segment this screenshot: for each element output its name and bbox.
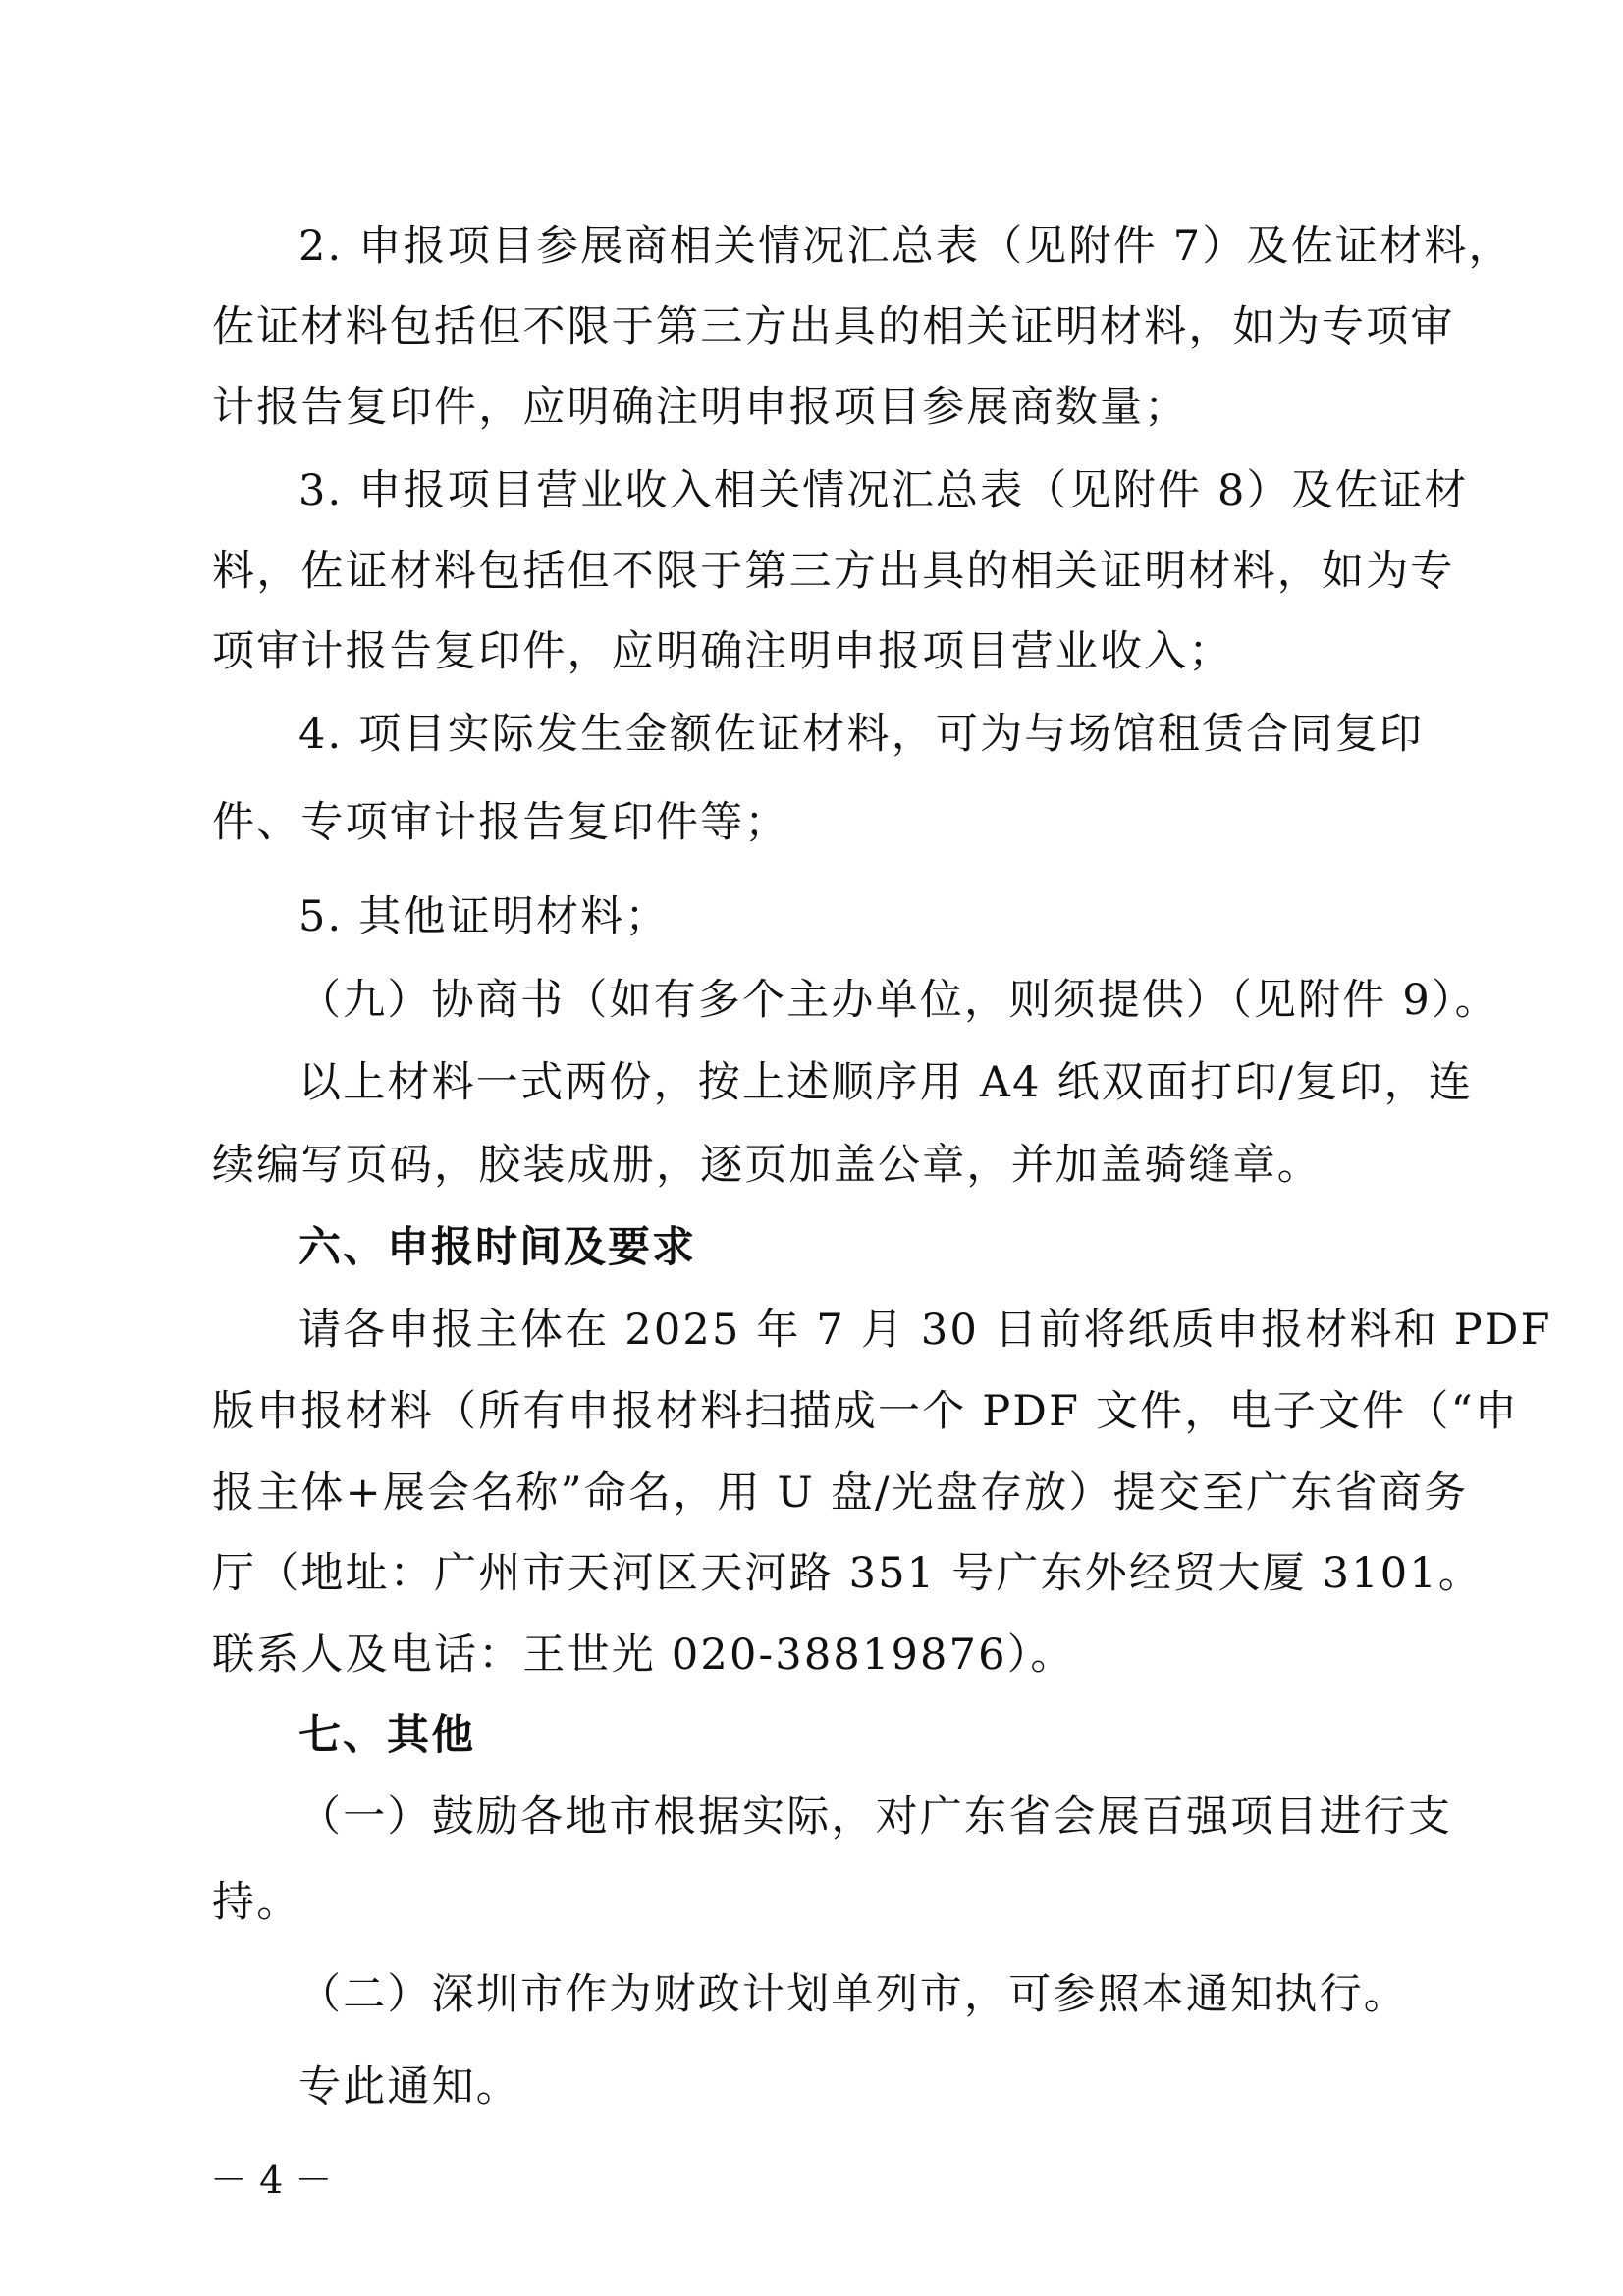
- body-line-9: 5. 其他证明材料；: [298, 892, 670, 941]
- body-line-6: 项审计报告复印件，应明确注明申报项目营业收入；: [212, 627, 1233, 676]
- body-line-18: 联系人及电话：王世光 020-38819876）。: [212, 1630, 1075, 1680]
- body-line-21: 持。: [212, 1878, 301, 1927]
- page-number: － 4 －: [210, 2159, 333, 2202]
- body-line-8: 件、专项审计报告复印件等；: [212, 798, 789, 847]
- section-heading-7: 七、其他: [298, 1711, 475, 1760]
- body-line-16: 报主体+展会名称”命名，用 U 盘/光盘存放）提交至广东省商务: [212, 1468, 1469, 1518]
- body-line-1: 2. 申报项目参展商相关情况汇总表（见附件 7）及佐证材料，: [298, 222, 1513, 271]
- body-line-10: （九）协商书（如有多个主办单位，则须提供）（见附件 9）。: [298, 976, 1499, 1025]
- section-heading-6: 六、申报时间及要求: [298, 1223, 696, 1272]
- body-line-2: 佐证材料包括但不限于第三方出具的相关证明材料，如为专项审: [212, 302, 1455, 351]
- body-line-7: 4. 项目实际发生金额佐证材料，可为与场馆租赁合同复印: [298, 710, 1425, 759]
- body-line-14: 请各申报主体在 2025 年 7 月 30 日前将纸质申报材料和 PDF: [298, 1306, 1552, 1355]
- body-line-23: 专此通知。: [298, 2062, 520, 2111]
- body-line-3: 计报告复印件，应明确注明申报项目参展商数量；: [212, 383, 1189, 432]
- body-line-4: 3. 申报项目营业收入相关情况汇总表（见附件 8）及佐证材: [298, 466, 1469, 515]
- body-line-12: 续编写页码，胶装成册，逐页加盖公章，并加盖骑缝章。: [212, 1141, 1322, 1190]
- body-line-17: 厅（地址：广州市天河区天河路 351 号广东外经贸大厦 3101。: [212, 1549, 1484, 1598]
- body-line-15: 版申报材料（所有申报材料扫描成一个 PDF 文件，电子文件（“申: [212, 1387, 1519, 1436]
- body-line-11: 以上材料一式两份，按上述顺序用 A4 纸双面打印/复印，连: [298, 1058, 1474, 1107]
- body-line-5: 料，佐证材料包括但不限于第三方出具的相关证明材料，如为专: [212, 547, 1455, 596]
- body-line-22: （二）深圳市作为财政计划单列市，可参照本通知执行。: [298, 1970, 1408, 2019]
- body-line-20: （一）鼓励各地市根据实际，对广东省会展百强项目进行支: [298, 1792, 1453, 1842]
